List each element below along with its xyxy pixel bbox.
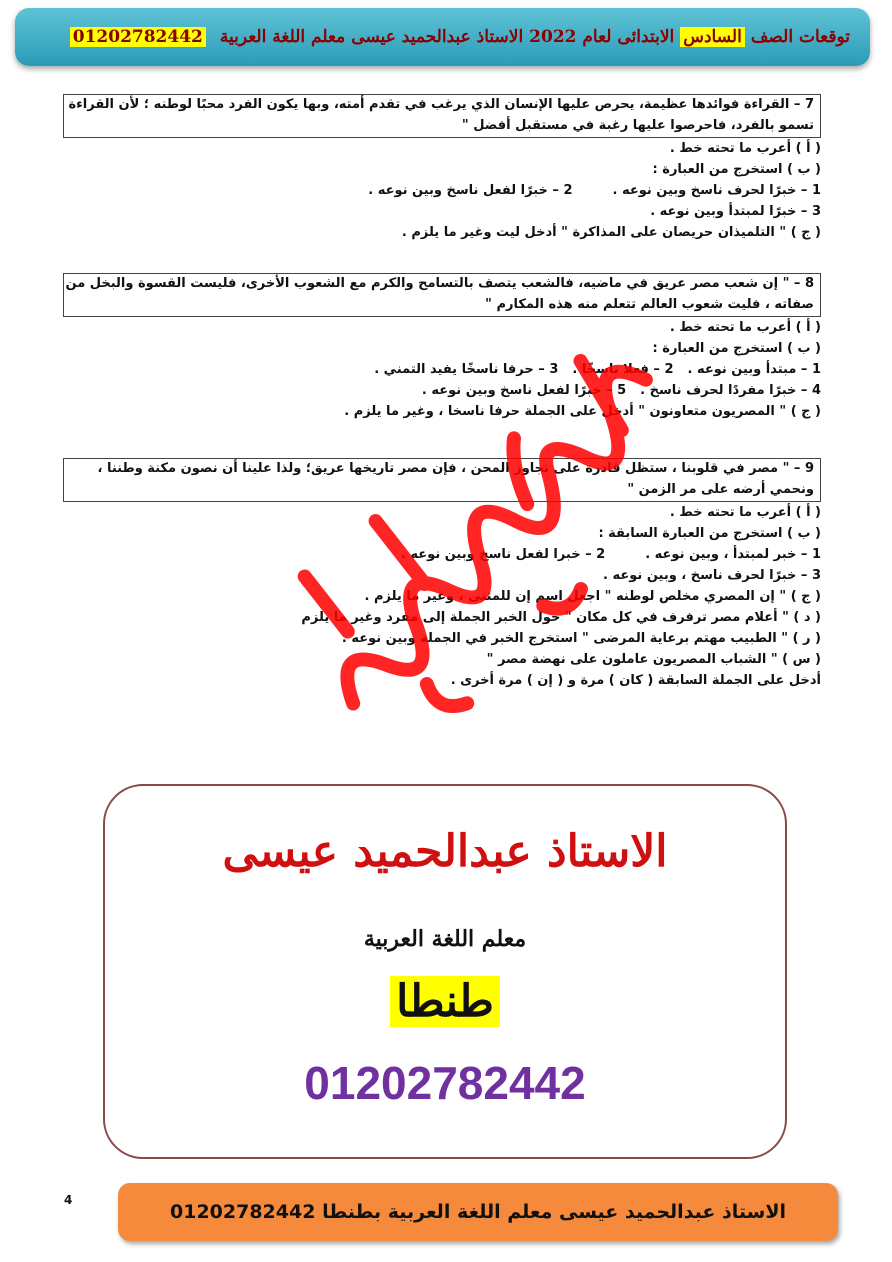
teacher-phone: 01202782442 — [304, 1057, 586, 1109]
task-c: ( ج ) " المصريون متعاونون " أدخل على الجملة حرفا ناسخا ، وغير ما يلزم . — [344, 404, 821, 419]
task-r: ( ر ) " الطبيب مهتم برعاية المرضى " استخرج الخبر في الجملة وبين نوعه . — [341, 631, 821, 646]
task-b-items — [63, 544, 821, 565]
task-b-item: 3 – خبرًا لحرف ناسخ ، وبين نوعه . — [603, 568, 821, 583]
teacher-city — [105, 976, 785, 1027]
task-s: ( س ) " الشباب المصريون عاملون على نهضة مصر " — [486, 652, 821, 667]
teacher-city-label: طنطا — [390, 976, 500, 1027]
task-b-item: 4 – خبرًا مفردًا لحرف ناسخ . — [640, 383, 821, 398]
title-banner — [15, 8, 870, 66]
task-s-instruction: أدخل على الجملة السابقة ( كان ) مرة و ( إن ) مرة أخرى . — [450, 673, 821, 688]
teacher-name: الاستاذ عبدالحميد عيسى — [222, 826, 668, 877]
title-grade: السادس — [680, 27, 745, 47]
task-b-item: 2 – خبرًا لفعل ناسخ وبين نوعه . — [368, 183, 573, 198]
title-part-1: توقعات الصف — [750, 27, 850, 47]
task-b-item: 3 – حرفا ناسخًا يفيد التمني . — [374, 362, 559, 377]
title-subject: معلم اللغة العربية — [219, 27, 346, 47]
task-b: ( ب ) استخرج من العبارة : — [652, 162, 821, 177]
question-9 — [63, 458, 821, 691]
page-number: 4 — [64, 1193, 73, 1207]
task-b-item: 1 – خبرًا لحرف ناسخ وبين نوعه . — [612, 183, 821, 198]
task-a: ( أ ) أعرب ما تحته خط . — [669, 320, 821, 335]
task-c: ( ج ) " التلميذان حريصان على المذاكرة " أدخل ليت وغير ما يلزم . — [401, 225, 821, 240]
task-b: ( ب ) استخرج من العبارة السابقة : — [598, 526, 821, 541]
passage-line: تسمو بالفرد، فاحرصوا عليها رغبة في مستقبل أفضل " — [461, 118, 814, 133]
footer-text: الاستاذ عبدالحميد عيسى معلم اللغة العربية بطنطا 01202782442 — [170, 1201, 786, 1223]
question-7-passage — [63, 94, 821, 138]
task-b: ( ب ) استخرج من العبارة : — [652, 341, 821, 356]
passage-line: 9 – " مصر في قلوبنا ، ستظل قادرة على تجاوز المحن ، فإن مصر تاريخها عريق؛ ولذا علينا أن نصون مكنة وطننا ، — [97, 461, 814, 476]
task-a: ( أ ) أعرب ما تحته خط . — [669, 505, 821, 520]
task-b-items — [63, 359, 821, 380]
task-b-item: 2 – خبرا لفعل ناسخ وبين نوعه . — [400, 547, 606, 562]
task-b-item: 2 – فعلا ناسخًا . — [572, 362, 674, 377]
task-d: ( د ) " أعلام مصر ترفرف في كل مكان " حول الخبر الجملة إلى مفرد وغير ما يلزم — [301, 610, 821, 625]
passage-line: 8 – " إن شعب مصر عريق في ماضيه، فالشعب يتصف بالتسامح والكرم مع الشعوب الأخرى، فليست القسوة والبخل من — [65, 276, 814, 291]
task-b-item: 1 – خبر لمبتدأ ، وبين نوعه . — [645, 547, 821, 562]
question-7 — [63, 94, 821, 243]
passage-line: ونحمي أرضه على مر الزمن " — [627, 482, 814, 497]
task-b-item: 3 – خبرًا لمبتدأ وبين نوعه . — [650, 204, 821, 219]
passage-line: 7 – القراءة فوائدها عظيمة، يحرص عليها الإنسان الذي يرغب في تقدم أمته، وبها يكون الفرد محبًا لوطنه ؛ لأن القراءة — [68, 97, 814, 112]
footer-banner — [118, 1183, 838, 1241]
teacher-card — [103, 784, 787, 1159]
task-b-items — [63, 380, 821, 401]
task-a: ( أ ) أعرب ما تحته خط . — [669, 141, 821, 156]
question-9-passage — [63, 458, 821, 502]
passage-line: صفاته ، فليت شعوب العالم تتعلم منه هذه المكارم " — [485, 297, 814, 312]
task-b-item: 5 – خبرًا لفعل ناسخ وبين نوعه . — [421, 383, 627, 398]
task-b-items — [63, 180, 821, 201]
title-phone: 01202782442 — [70, 27, 206, 47]
title-part-3: الابتدائى لعام 2022 الاستاذ عبدالحميد عيسى — [351, 27, 675, 47]
task-b-item: 1 – مبتدأ وبين نوعه . — [687, 362, 821, 377]
task-c: ( ج ) " إن المصري مخلص لوطنه " اجعل اسم إن للمثنى ، وغير ما يلزم . — [364, 589, 821, 604]
question-8-passage — [63, 273, 821, 317]
teacher-role: معلم اللغة العربية — [363, 926, 527, 952]
question-8 — [63, 273, 821, 422]
